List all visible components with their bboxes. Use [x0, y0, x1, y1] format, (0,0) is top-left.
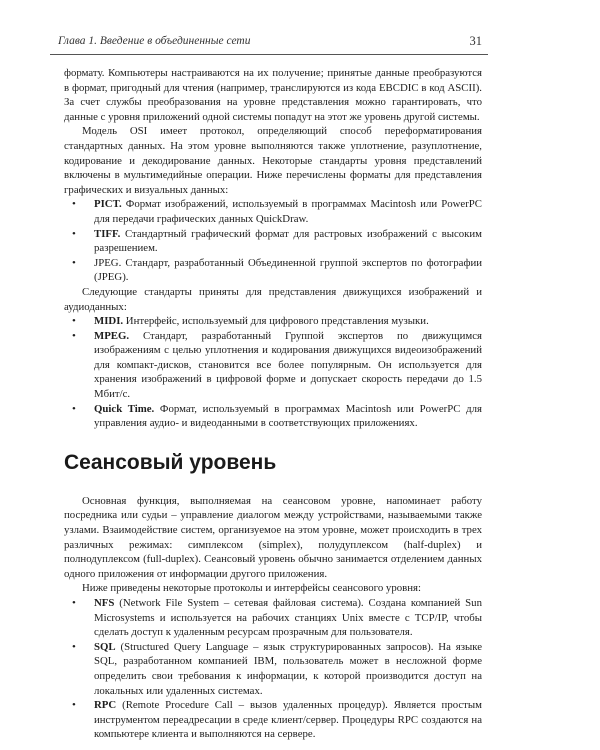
- list-item-term: MIDI.: [94, 315, 124, 328]
- list-item-text: Формат, используемый в программах Macintosh или PowerPC для управления аудио- и видеоданными в соответствующих приложениях.: [94, 402, 482, 430]
- list-item-text: Стандарт, разработанный Группой экспертов по движущимся изображениям с целью уплотнения и кодирования движущихся видеоизображений для компакт-дисков, становится все более популярным. Он используется для хранения изображений в цифровой форме и допускает скорость передачи до 1.5 Мбит/с.: [94, 329, 482, 401]
- list-item-text: Интерфейс, используемый для цифрового представления музыки.: [125, 315, 429, 328]
- list-item-term: RPC: [94, 699, 117, 712]
- chapter-title: Глава 1. Введение в объединенные сети: [58, 35, 251, 47]
- paragraph: Следующие стандарты приняты для представления движущихся изображений и аудиоданных:: [64, 285, 482, 313]
- paragraph: Ниже приведены некоторые протоколы и интерфейсы сеансового уровня:: [82, 582, 421, 595]
- list-item-term: PICT.: [94, 198, 122, 211]
- paragraph: Основная функция, выполняемая на сеансовом уровне, напоминает работу посредника или судьи – управление диалогом между устройствами, называемыми также узлами. Взаимодействие систем, организуемое на этом уровне, может происходить в трех различных режимах: симплексом (simplex), полудуплексом (half-duplex) и полнодуплексом (full-duplex). Сеансовый уровень обычно занимается отделением данных одного приложения от информации другого приложения.: [64, 494, 482, 580]
- list-item-term: Quick Time.: [94, 402, 155, 415]
- list-item: [64, 197, 482, 226]
- list-item-text: JPEG. Стандарт, разработанный Объединенной группой экспертов по фотографии (JPEG).: [94, 256, 482, 284]
- graphics-formats-list: [64, 197, 482, 285]
- list-item-text: (Remote Procedure Call – вызов удаленных процедур). Является простым инструментом переадресации в среде клиент/сервер. Процедуры RPC создаются на компьютере клиента и выполняются на сервере.: [94, 699, 482, 741]
- list-item: [64, 227, 482, 256]
- running-header: [50, 34, 488, 55]
- list-item: [64, 329, 482, 402]
- list-item-text: (Structured Query Language – язык структурированных запросов). На языке SQL, разработанном компанией IBM, пользователь может в несложной форме определить свои требования к информации, к которой производится доступ на локальных или удаленных системах.: [94, 640, 482, 697]
- list-item-term: SQL: [94, 640, 116, 653]
- paragraph: Модель OSI имеет протокол, определяющий способ переформатирования стандартных данных. На этом уровне выполняются также уплотнение, разуплотнение, кодирование и декодирование данных. Некоторые стандарты уровня представлений включены в мультимедийные операции. Ниже перечислены форматы для представления графических и визуальных данных:: [64, 125, 482, 196]
- list-item: [64, 314, 482, 329]
- list-item-term: NFS: [94, 597, 115, 609]
- session-protocols-list: [64, 596, 482, 742]
- list-item: [64, 640, 482, 698]
- page-body: [64, 66, 482, 742]
- list-item-text: Стандартный графический формат для растровых изображений с высоким разрешением.: [94, 227, 482, 255]
- list-item-term: MPEG.: [94, 329, 130, 342]
- list-item: [64, 698, 482, 742]
- list-item-text: Формат изображений, используемый в программах Macintosh или PowerPC для передачи графических данных QuickDraw.: [94, 198, 483, 225]
- paragraph: формату. Компьютеры настраиваются на их получение; принятые данные преобразуются в формат, пригодный для чтения (например, транслируются из кода EBCDIC в код ASCII). За счет службы преобразования на уровне представления можно гарантировать, что данные с уровня приложений одной системы попадут на этот же уровень другой системы.: [64, 67, 482, 123]
- media-formats-list: [64, 314, 482, 431]
- section-heading: Сеансовый уровень: [64, 450, 277, 474]
- list-item: [64, 402, 482, 431]
- list-item-text: (Network File System – сетевая файловая система). Создана компанией Sun Microsystems и используется на рабочих станциях Unix вместе с TCP/IP, чтобы сделать доступ к удаленным ресурсам прозрачным для пользователя.: [94, 597, 482, 639]
- list-item: [64, 256, 482, 285]
- list-item-term: TIFF.: [94, 227, 121, 240]
- list-item: [64, 596, 482, 640]
- page-number: 31: [469, 34, 482, 48]
